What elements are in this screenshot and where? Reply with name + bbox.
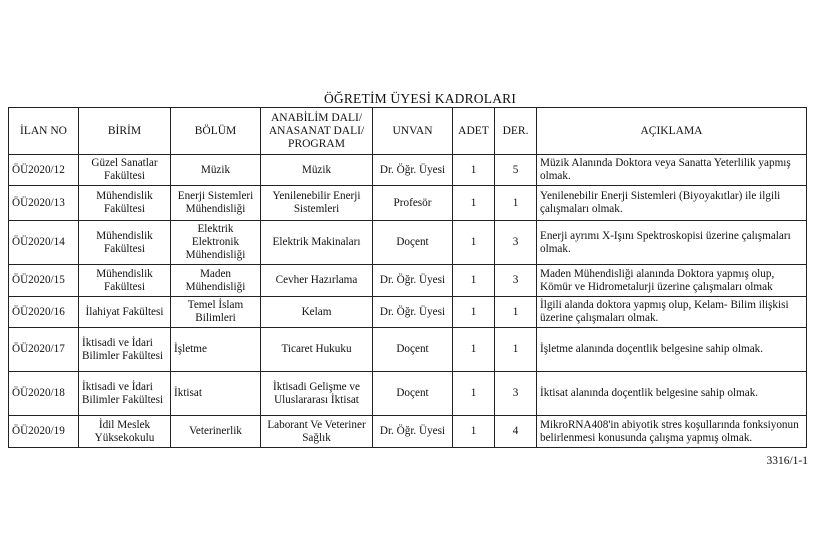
header-adet: ADET: [453, 108, 495, 155]
cell-aciklama: Maden Mühendisliği alanında Doktora yapmış olup, Kömür ve Hidrometalurji üzerine çalışmaları olmak: [537, 265, 807, 297]
cell-ilan-no: ÖÜ2020/17: [9, 328, 79, 372]
cell-unvan: Dr. Öğr. Üyesi: [373, 155, 453, 186]
cell-aciklama: Enerji ayrımı X-Işını Spektroskopisi üzerine çalışmaları olmak.: [537, 221, 807, 265]
cell-aciklama: MikroRNA408'in abiyotik stres koşullarında fonksiyonun belirlenmesi konusunda çalışma yapmış olmak.: [537, 416, 807, 448]
header-der: DER.: [495, 108, 537, 155]
cell-der: 3: [495, 372, 537, 416]
cell-unvan: Dr. Öğr. Üyesi: [373, 297, 453, 328]
cell-ilan-no: ÖÜ2020/15: [9, 265, 79, 297]
cell-unvan: Dr. Öğr. Üyesi: [373, 265, 453, 297]
cell-anabilim: Elektrik Makinaları: [261, 221, 373, 265]
document-title: ÖĞRETİM ÜYESİ KADROLARI: [323, 91, 517, 106]
header-anabilim: ANABİLİM DALI/ ANASANAT DALI/ PROGRAM: [261, 108, 373, 155]
cell-unvan: Doçent: [373, 328, 453, 372]
cell-adet: 1: [453, 221, 495, 265]
cell-der: 3: [495, 265, 537, 297]
cell-anabilim: Müzik: [261, 155, 373, 186]
cell-ilan-no: ÖÜ2020/14: [9, 221, 79, 265]
cell-anabilim: İktisadi Gelişme ve Uluslararası İktisat: [261, 372, 373, 416]
table-row: [9, 186, 807, 221]
cell-birim: İktisadi ve İdari Bilimler Fakültesi: [79, 372, 171, 416]
table-row: [9, 416, 807, 448]
cell-birim: Mühendislik Fakültesi: [79, 186, 171, 221]
cell-anabilim: Laborant Ve Veteriner Sağlık: [261, 416, 373, 448]
cell-ilan-no: ÖÜ2020/13: [9, 186, 79, 221]
cell-der: 1: [495, 186, 537, 221]
cell-birim: İktisadi ve İdari Bilimler Fakültesi: [79, 328, 171, 372]
header-birim: BİRİM: [79, 108, 171, 155]
cell-bolum: Müzik: [171, 155, 261, 186]
cell-der: 1: [495, 328, 537, 372]
cell-birim: İlahiyat Fakültesi: [79, 297, 171, 328]
cell-aciklama: İşletme alanında doçentlik belgesine sahip olmak.: [537, 328, 807, 372]
cell-adet: 1: [453, 186, 495, 221]
cell-unvan: Dr. Öğr. Üyesi: [373, 416, 453, 448]
cell-ilan-no: ÖÜ2020/18: [9, 372, 79, 416]
cell-birim: Mühendislik Fakültesi: [79, 221, 171, 265]
cell-bolum: Enerji Sistemleri Mühendisliği: [171, 186, 261, 221]
table-header-row: [9, 108, 807, 155]
header-aciklama: AÇIKLAMA: [537, 108, 807, 155]
cell-birim: Mühendislik Fakültesi: [79, 265, 171, 297]
cell-bolum: Maden Mühendisliği: [171, 265, 261, 297]
cell-adet: 1: [453, 416, 495, 448]
table-row: [9, 372, 807, 416]
cell-aciklama: Müzik Alanında Doktora veya Sanatta Yeterlilik yapmış olmak.: [537, 155, 807, 186]
cell-unvan: Doçent: [373, 372, 453, 416]
cell-der: 3: [495, 221, 537, 265]
cell-adet: 1: [453, 372, 495, 416]
cell-ilan-no: ÖÜ2020/12: [9, 155, 79, 186]
cell-adet: 1: [453, 265, 495, 297]
table-row: [9, 265, 807, 297]
cell-birim: İdil Meslek Yüksekokulu: [79, 416, 171, 448]
cell-aciklama: Yenilenebilir Enerji Sistemleri (Biyoyakıtlar) ile ilgili çalışmaları olmak.: [537, 186, 807, 221]
cell-bolum: İktisat: [171, 372, 261, 416]
staff-positions-table: [8, 107, 807, 448]
cell-bolum: Temel İslam Bilimleri: [171, 297, 261, 328]
cell-ilan-no: ÖÜ2020/19: [9, 416, 79, 448]
cell-bolum: Veterinerlik: [171, 416, 261, 448]
cell-aciklama: İlgili alanda doktora yapmış olup, Kelam- Bilim ilişkisi üzerine çalışmaları olmak.: [537, 297, 807, 328]
table-row: [9, 297, 807, 328]
cell-unvan: Profesör: [373, 186, 453, 221]
cell-bolum: Elektrik Elektronik Mühendisliği: [171, 221, 261, 265]
cell-birim: Güzel Sanatlar Fakültesi: [79, 155, 171, 186]
table-row: [9, 155, 807, 186]
cell-anabilim: Yenilenebilir Enerji Sistemleri: [261, 186, 373, 221]
cell-anabilim: Kelam: [261, 297, 373, 328]
cell-aciklama: İktisat alanında doçentlik belgesine sahip olmak.: [537, 372, 807, 416]
cell-anabilim: Cevher Hazırlama: [261, 265, 373, 297]
cell-anabilim: Ticaret Hukuku: [261, 328, 373, 372]
cell-adet: 1: [453, 328, 495, 372]
cell-adet: 1: [453, 297, 495, 328]
table-row: [9, 328, 807, 372]
cell-der: 1: [495, 297, 537, 328]
cell-ilan-no: ÖÜ2020/16: [9, 297, 79, 328]
header-ilan-no: İLAN NO: [9, 108, 79, 155]
table-row: [9, 221, 807, 265]
header-bolum: BÖLÜM: [171, 108, 261, 155]
cell-adet: 1: [453, 155, 495, 186]
cell-der: 5: [495, 155, 537, 186]
document-reference-number: 3316/1-1: [766, 455, 808, 467]
cell-unvan: Doçent: [373, 221, 453, 265]
cell-bolum: İşletme: [171, 328, 261, 372]
cell-der: 4: [495, 416, 537, 448]
header-unvan: UNVAN: [373, 108, 453, 155]
